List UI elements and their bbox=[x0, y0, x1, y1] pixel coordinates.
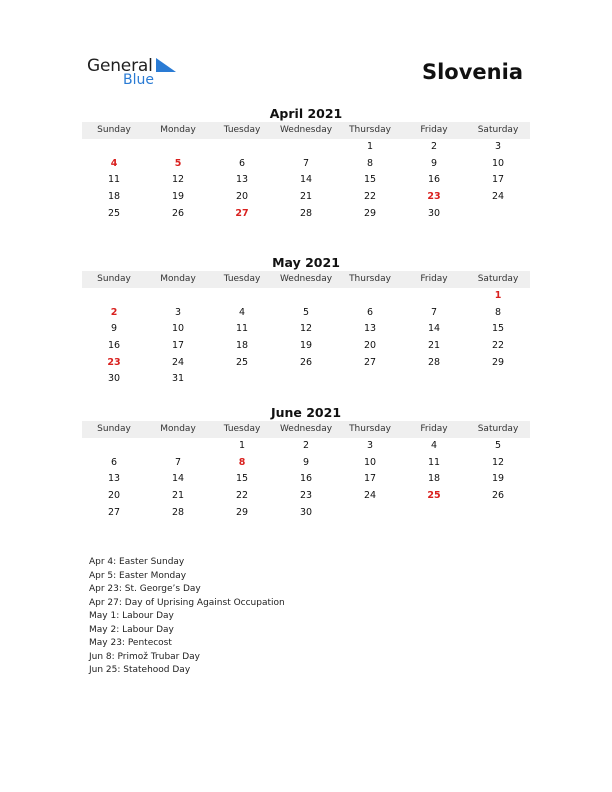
holiday-day-cell: 1 bbox=[494, 290, 502, 301]
day-cell: 29 bbox=[235, 506, 249, 518]
weekday-header-row bbox=[82, 122, 530, 139]
weekday-label: Tuesday bbox=[223, 274, 261, 284]
week-row bbox=[82, 172, 530, 189]
weekday-header-row bbox=[82, 271, 530, 288]
holiday-day-cell: 8 bbox=[238, 456, 246, 468]
holiday-day-cell: 23 bbox=[107, 356, 121, 368]
day-cell: 16 bbox=[299, 473, 313, 485]
day-cell: 19 bbox=[171, 191, 185, 203]
day-cell: 11 bbox=[107, 174, 121, 186]
day-cell bbox=[402, 288, 466, 305]
day-cell: 29 bbox=[491, 356, 505, 368]
day-cell: 4 bbox=[238, 306, 246, 318]
day-cell bbox=[274, 371, 338, 388]
day-cell: 11 bbox=[235, 323, 249, 335]
holiday-day-cell: 4 bbox=[110, 157, 118, 169]
day-cell: 19 bbox=[299, 340, 313, 352]
day-cell: 14 bbox=[299, 174, 313, 186]
weekday-label: Wednesday bbox=[279, 424, 333, 434]
day-cell: 13 bbox=[107, 473, 121, 485]
weekday-label: Sunday bbox=[97, 274, 131, 284]
day-cell: 2 bbox=[430, 141, 438, 152]
holiday-entry: Jun 8: Primož Trubar Day bbox=[89, 651, 201, 662]
day-cell bbox=[338, 505, 402, 522]
day-cell: 3 bbox=[174, 306, 182, 318]
day-cell bbox=[466, 371, 530, 388]
day-cell: 17 bbox=[363, 473, 377, 485]
month-title: June 2021 bbox=[270, 405, 342, 420]
day-cell: 7 bbox=[430, 306, 438, 318]
day-cell bbox=[82, 139, 146, 156]
week-row bbox=[82, 355, 530, 372]
weekday-label: Wednesday bbox=[279, 274, 333, 284]
holiday-entry: Apr 27: Day of Uprising Against Occupation bbox=[89, 597, 285, 608]
day-cell bbox=[466, 505, 530, 522]
day-cell: 12 bbox=[491, 456, 505, 468]
day-cell: 30 bbox=[107, 373, 121, 385]
weekday-label: Sunday bbox=[97, 424, 131, 434]
calendar-april bbox=[82, 106, 530, 222]
weekday-label: Friday bbox=[420, 125, 448, 135]
week-row bbox=[82, 505, 530, 522]
day-cell: 20 bbox=[107, 490, 121, 502]
day-cell: 2 bbox=[302, 440, 310, 451]
month-title: May 2021 bbox=[272, 255, 340, 270]
weekday-label: Thursday bbox=[349, 424, 391, 434]
day-cell: 20 bbox=[363, 340, 377, 352]
day-cell bbox=[466, 206, 530, 223]
day-cell: 24 bbox=[491, 191, 505, 203]
day-cell: 6 bbox=[366, 306, 374, 318]
day-cell: 10 bbox=[171, 323, 185, 335]
day-cell: 27 bbox=[107, 506, 121, 518]
country-title: Slovenia bbox=[421, 60, 523, 84]
week-row bbox=[82, 288, 530, 305]
day-cell bbox=[210, 371, 274, 388]
day-cell: 9 bbox=[110, 323, 118, 335]
weekday-label: Friday bbox=[420, 424, 448, 434]
day-cell bbox=[338, 288, 402, 305]
day-cell: 15 bbox=[235, 473, 249, 485]
week-row bbox=[82, 471, 530, 488]
day-cell bbox=[146, 139, 210, 156]
day-cell: 23 bbox=[299, 490, 313, 502]
day-cell: 21 bbox=[299, 191, 313, 203]
weekday-label: Monday bbox=[160, 125, 196, 135]
day-cell: 29 bbox=[363, 207, 377, 219]
weekday-label: Saturday bbox=[477, 125, 519, 135]
day-cell: 1 bbox=[238, 440, 246, 451]
day-cell: 21 bbox=[427, 340, 441, 352]
day-cell: 7 bbox=[174, 456, 182, 468]
weekday-label: Thursday bbox=[349, 125, 391, 135]
day-cell bbox=[146, 288, 210, 305]
day-cell bbox=[338, 371, 402, 388]
day-cell: 10 bbox=[491, 157, 505, 169]
day-cell: 9 bbox=[430, 157, 438, 169]
logo-triangle-icon bbox=[156, 58, 176, 72]
day-cell bbox=[274, 139, 338, 156]
day-cell: 27 bbox=[363, 356, 377, 368]
day-cell: 10 bbox=[363, 456, 377, 468]
day-cell: 12 bbox=[299, 323, 313, 335]
day-cell: 28 bbox=[299, 207, 313, 219]
day-cell: 22 bbox=[491, 340, 505, 352]
day-cell: 4 bbox=[430, 440, 438, 451]
day-cell: 1 bbox=[366, 141, 374, 152]
day-cell: 25 bbox=[107, 207, 121, 219]
day-cell: 14 bbox=[171, 473, 185, 485]
day-cell: 26 bbox=[299, 356, 313, 368]
day-cell: 15 bbox=[491, 323, 505, 335]
holiday-entry: May 1: Labour Day bbox=[89, 611, 174, 621]
day-cell: 14 bbox=[427, 323, 441, 335]
week-row bbox=[82, 371, 530, 388]
weekday-label: Sunday bbox=[97, 125, 131, 135]
weekday-label: Wednesday bbox=[279, 125, 333, 135]
logo-text-general: General bbox=[87, 56, 153, 76]
day-cell bbox=[210, 288, 274, 305]
day-cell: 6 bbox=[238, 157, 246, 169]
day-cell: 3 bbox=[494, 141, 502, 152]
holiday-entry: Jun 25: Statehood Day bbox=[89, 665, 191, 675]
day-cell bbox=[402, 505, 466, 522]
day-cell: 6 bbox=[110, 456, 118, 468]
holiday-day-cell: 2 bbox=[110, 306, 118, 318]
day-cell: 5 bbox=[302, 306, 310, 318]
holiday-entry: May 23: Pentecost bbox=[89, 638, 172, 648]
day-cell: 16 bbox=[107, 340, 121, 352]
day-cell: 22 bbox=[363, 191, 377, 203]
day-cell: 18 bbox=[235, 340, 249, 352]
day-cell: 31 bbox=[171, 373, 185, 385]
day-cell: 15 bbox=[363, 174, 377, 186]
holiday-entry: Apr 4: Easter Sunday bbox=[89, 557, 185, 567]
day-cell bbox=[402, 371, 466, 388]
day-cell: 8 bbox=[494, 306, 502, 318]
weekday-label: Thursday bbox=[349, 274, 391, 284]
day-cell: 26 bbox=[491, 490, 505, 502]
day-cell: 17 bbox=[491, 174, 505, 186]
weekday-label: Saturday bbox=[477, 424, 519, 434]
day-cell: 11 bbox=[427, 456, 441, 468]
weekday-label: Tuesday bbox=[223, 125, 261, 135]
day-cell: 30 bbox=[299, 506, 313, 518]
day-cell: 16 bbox=[427, 174, 441, 186]
holiday-day-cell: 27 bbox=[235, 207, 249, 219]
day-cell: 28 bbox=[171, 506, 185, 518]
calendar-june bbox=[82, 405, 530, 521]
week-row bbox=[82, 438, 530, 455]
weekday-label: Tuesday bbox=[223, 424, 261, 434]
day-cell bbox=[82, 438, 146, 455]
day-cell: 21 bbox=[171, 490, 185, 502]
holiday-entry: Apr 5: Easter Monday bbox=[89, 570, 187, 581]
day-cell: 8 bbox=[366, 157, 374, 169]
week-row bbox=[82, 156, 530, 173]
general-blue-logo bbox=[87, 56, 197, 92]
day-cell bbox=[146, 438, 210, 455]
day-cell: 18 bbox=[107, 191, 121, 203]
day-cell: 9 bbox=[302, 456, 310, 468]
holiday-day-cell: 23 bbox=[427, 191, 441, 203]
day-cell: 13 bbox=[363, 323, 377, 335]
weekday-label: Friday bbox=[420, 274, 448, 284]
holiday-entry: Apr 23: St. George’s Day bbox=[89, 584, 201, 594]
weekday-header-row bbox=[82, 421, 530, 438]
week-row bbox=[82, 139, 530, 156]
day-cell: 30 bbox=[427, 207, 441, 219]
holiday-list bbox=[89, 556, 285, 678]
calendar-may bbox=[82, 255, 530, 388]
day-cell: 5 bbox=[494, 440, 502, 451]
weekday-label: Monday bbox=[160, 424, 196, 434]
day-cell: 22 bbox=[235, 490, 249, 502]
month-title: April 2021 bbox=[269, 106, 343, 121]
week-row bbox=[82, 321, 530, 338]
day-cell: 20 bbox=[235, 191, 249, 203]
day-cell: 24 bbox=[171, 356, 185, 368]
week-row bbox=[82, 206, 530, 223]
day-cell: 3 bbox=[366, 440, 374, 451]
day-cell bbox=[82, 288, 146, 305]
week-row bbox=[82, 338, 530, 355]
day-cell bbox=[210, 139, 274, 156]
weekday-label: Saturday bbox=[477, 274, 519, 284]
day-cell: 24 bbox=[363, 490, 377, 502]
day-cell: 26 bbox=[171, 207, 185, 219]
day-cell: 18 bbox=[427, 473, 441, 485]
weekday-label: Monday bbox=[160, 274, 196, 284]
day-cell: 7 bbox=[302, 157, 310, 169]
week-row bbox=[82, 189, 530, 206]
day-cell: 28 bbox=[427, 356, 441, 368]
day-cell: 19 bbox=[491, 473, 505, 485]
day-cell bbox=[274, 288, 338, 305]
logo-text-blue: Blue bbox=[123, 72, 154, 88]
day-cell: 13 bbox=[235, 174, 249, 186]
week-row bbox=[82, 488, 530, 505]
day-cell: 17 bbox=[171, 340, 185, 352]
week-row bbox=[82, 305, 530, 322]
holiday-day-cell: 5 bbox=[174, 157, 182, 169]
week-row bbox=[82, 455, 530, 472]
holiday-day-cell: 25 bbox=[427, 490, 441, 502]
holiday-entry: May 2: Labour Day bbox=[89, 624, 174, 635]
day-cell: 25 bbox=[235, 356, 249, 368]
day-cell: 12 bbox=[171, 174, 185, 186]
